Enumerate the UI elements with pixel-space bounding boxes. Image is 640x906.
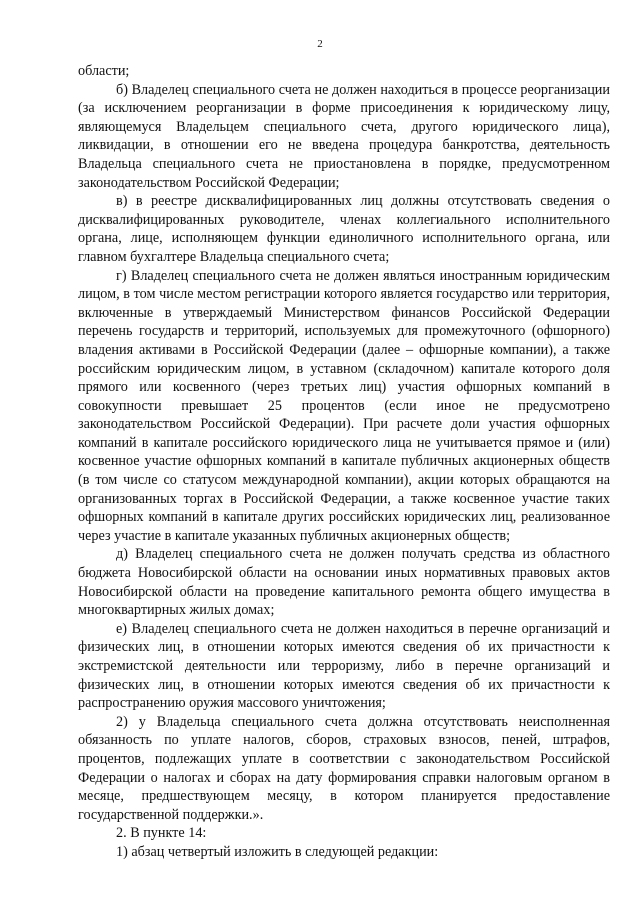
paragraph-item-b: б) Владелец специального счета не должен находиться в процессе реорганизации (за исключением реорганизации в форме присоединения к юридическому лицу, являющемуся Владельцем специального счета, другого юридического лица), ликвидации, в отношении его не введена процедура банкротства, деятельность Владельца специального счета не приостановлена в порядке, предусмотренном законодательством Российской Федерации; xyxy=(78,81,610,191)
paragraph-item-2: 2) у Владельца специального счета должна отсутствовать неисполненная обязанность по уплате налогов, сборов, страховых взносов, пеней, штрафов, процентов, подлежащих уплате в соответствии с законодательством Российской Федерации о налогах и сборах на дату формирования справки налоговым органом в месяце, предшествующем месяцу, в котором планируется предоставление государственной поддержки.». xyxy=(78,713,610,823)
paragraph-item-d: д) Владелец специального счета не должен получать средства из областного бюджета Новосибирской области на основании иных нормативных правовых актов Новосибирской области на проведение капитального ремонта общего имущества в многоквартирных жилых домах; xyxy=(78,546,610,619)
page-number: 2 xyxy=(317,38,323,50)
paragraph-point-14: 2. В пункте 14: xyxy=(116,825,207,842)
paragraph-continuation: области; xyxy=(78,63,130,79)
paragraph-item-e: е) Владелец специального счета не должен находиться в перечне организаций и физических лиц, в отношении которых имеются сведения об их причастности к экстремистской деятельности или терроризму, либо в перечне организаций и физических лиц, в отношении которых имеются сведения об их причастности к распространению оружия массового уничтожения; xyxy=(78,620,610,712)
paragraph-item-g: г) Владелец специального счета не должен являться иностранным юридическим лицом, в том числе местом регистрации которого является государство или территория, включенные в утверждаемый Министерством финансов Российской Федерации перечень государств и территорий, используемых для промежуточного (офшорного) владения активами в Российской Федерации (далее – офшорные компании), а также российским юридическим лицом, в уставном (складочном) капитале которого доля прямого или косвенного (через третьих лиц) участия офшорных компаний в совокупности превышает 25 процентов (если иное не предусмотрено законодательством Российской Федерации). При расчете доли участия офшорных компаний в капитале российского юридического лица не учитывается прямое и (или) косвенное участие офшорных компаний в капитале публичных акционерных обществ (в том числе со статусом международной компании), акции которых обращаются на организованных торгах в Российской Федерации, а также косвенное участие таких офшорных компаний в капитале других российских юридических лиц, реализованное через участие в капитале указанных публичных акционерных обществ; xyxy=(78,267,610,544)
paragraph-item-v: в) в реестре дисквалифицированных лиц должны отсутствовать сведения о дисквалифицированных руководителе, членах коллегиального исполнительного органа, лице, исполняющем функции единоличного исполнительного органа, или главном бухгалтере Владельца специального счета; xyxy=(78,193,610,265)
paragraph-abzac-4: 1) абзац четвертый изложить в следующей редакции: xyxy=(116,843,439,860)
document-body xyxy=(78,62,610,862)
